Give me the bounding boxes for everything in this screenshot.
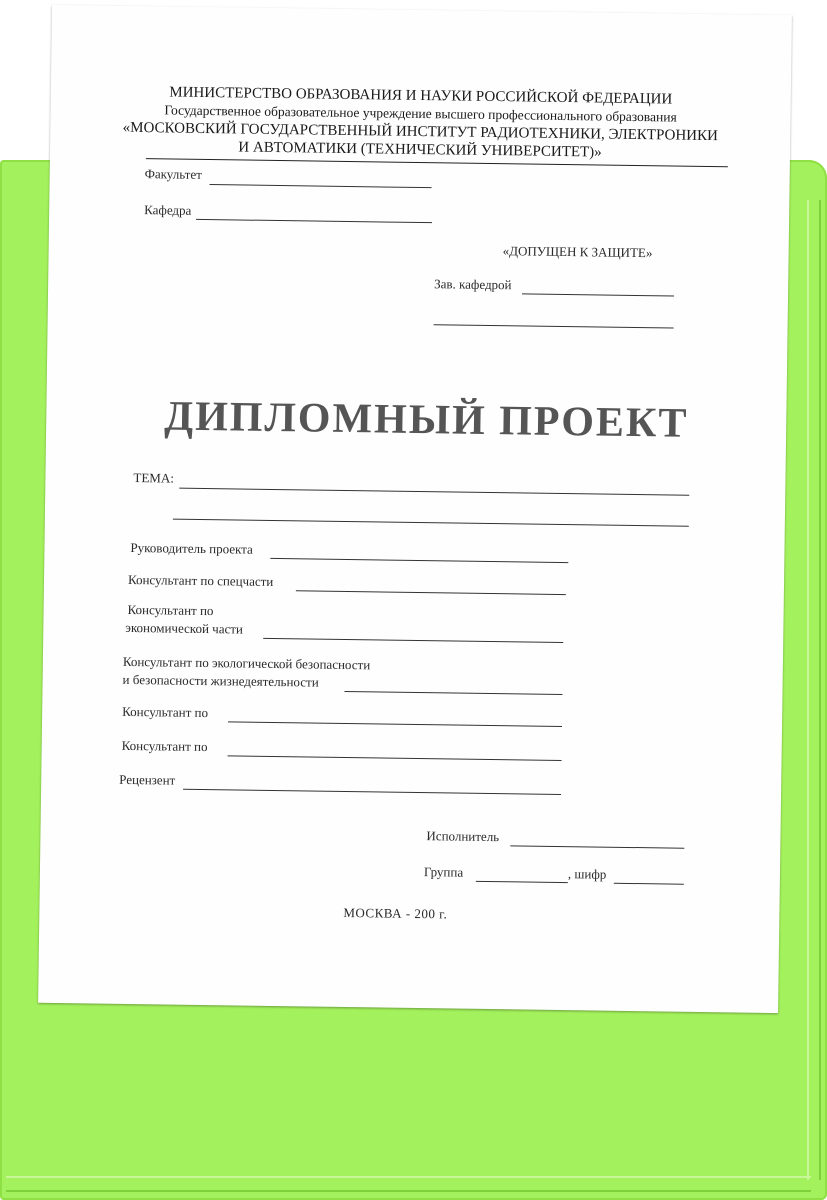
institution-name-line1: «МОСКОВСКИЙ ГОСУДАРСТВЕННЫЙ ИНСТИТУТ РАДИОТЕХНИКИ, ЭЛЕКТРОНИКИ bbox=[122, 119, 718, 145]
consultant-1-label: Консультант по bbox=[122, 703, 209, 721]
head-name-blank bbox=[434, 324, 674, 328]
document-title: ДИПЛОМНЫЙ ПРОЕКТ bbox=[163, 393, 689, 447]
admitted-label: «ДОПУЩЕН К ЗАЩИТЕ» bbox=[502, 243, 653, 261]
folder-right-seam bbox=[807, 200, 821, 1180]
consultant-ecology-label-1: Консультант по экологической безопасности bbox=[122, 653, 371, 673]
head-signature-blank bbox=[522, 293, 674, 296]
head-of-department-label: Зав. кафедрой bbox=[434, 276, 512, 293]
consultant-2-blank bbox=[228, 755, 562, 761]
performer-blank bbox=[510, 845, 684, 848]
department-blank bbox=[196, 219, 432, 223]
group-label: Группа bbox=[423, 864, 464, 880]
city-year: МОСКВА - 200 г. bbox=[343, 904, 448, 922]
consultant-2-label: Консультант по bbox=[121, 737, 208, 755]
ministry-heading: МИНИСТЕРСТВО ОБРАЗОВАНИЯ И НАУКИ РОССИЙСКОЙ ФЕДЕРАЦИИ bbox=[169, 84, 673, 108]
consultant-special-blank bbox=[296, 590, 566, 595]
consultant-1-blank bbox=[228, 721, 562, 727]
consultant-ecology-label-2: и безопасности жизнедеятельности bbox=[122, 671, 319, 690]
cipher-label: , шифр bbox=[567, 866, 607, 882]
title-page-sheet bbox=[38, 5, 792, 1013]
folder-bottom-seam bbox=[6, 1176, 811, 1192]
cipher-blank bbox=[614, 883, 684, 885]
institution-type: Государственное образовательное учреждение высшего профессионального образования bbox=[164, 102, 677, 125]
topic-label: ТЕМА: bbox=[133, 470, 174, 486]
reviewer-blank bbox=[183, 789, 561, 795]
group-blank bbox=[476, 881, 568, 883]
supervisor-blank bbox=[270, 558, 568, 563]
faculty-blank bbox=[210, 184, 432, 188]
consultant-economic-label-1: Консультант по bbox=[127, 601, 214, 619]
topic-blank-2 bbox=[173, 519, 689, 527]
reviewer-label: Рецензент bbox=[119, 771, 176, 788]
consultant-economic-label-2: экономической части bbox=[125, 619, 244, 637]
consultant-ecology-blank bbox=[344, 691, 562, 695]
supervisor-label: Руководитель проекта bbox=[130, 539, 253, 557]
department-label: Кафедра bbox=[144, 202, 192, 218]
faculty-label: Факультет bbox=[144, 166, 202, 182]
consultant-economic-blank bbox=[263, 638, 563, 643]
topic-blank-1 bbox=[179, 488, 689, 496]
institution-name-line2: И АВТОМАТИКИ (ТЕХНИЧЕСКИЙ УНИВЕРСИТЕТ)» bbox=[238, 139, 602, 161]
consultant-special-label: Консультант по спецчасти bbox=[127, 571, 274, 589]
performer-label: Исполнитель bbox=[426, 828, 500, 845]
